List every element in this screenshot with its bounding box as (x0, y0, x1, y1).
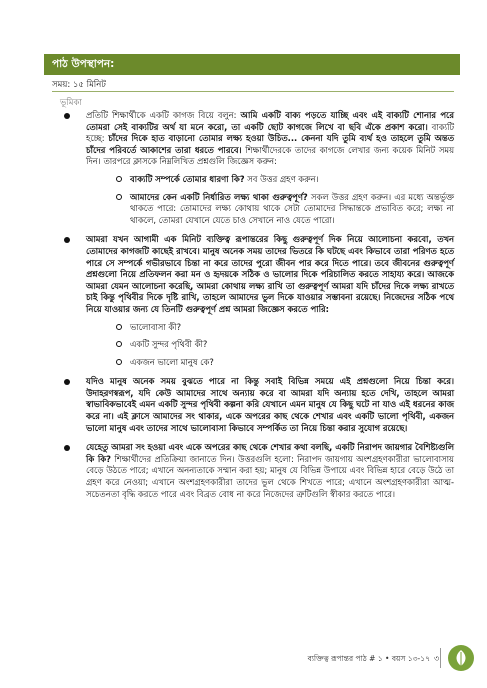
circle-bullet-icon (116, 359, 122, 365)
bullet-icon (64, 379, 70, 385)
bullet-text-bold: আমরা যখন আগামী এক মিনিট ব্যক্তিত্ব রূপান্তরের কিছু গুরুত্বপূর্ণ দিক নিয়ে আলোচনা করবো, তখন তোমাদের কাগজটি কাছেই রাখবে। মানুষ অনেক সময় তাদের ভিতরে কি ঘটছে এবং কিভাবে তারা পরিণত হতে পারে সে সম্পর্কে গভীরভাবে চিন্তা না করে তাদের পুরো জীবন পার করে দিতে পারে। তবে জীবনের গুরুত্বপূর্ণ প্রশ্নগুলো নিয়ে প্রতিফলন করা মন ও হৃদয়কে সঠিক ও ভালোর দিকে পরিচালিত করতে সাহায্য করে। আজকে আমরা যেমন আলোচনা করেছি, আমরা কোথায় লক্ষ্য রাখি তা গুরুত্বপূর্ণ আমরা যদি চাঁদের দিকে লক্ষ্য রাখতে চাই কিন্তু পৃথিবীর দিকে দৃষ্টি রাখি, তাহলে আমাদের ভুল দিকে যাওয়ার সম্ভাবনা রয়েছে। নিজেদের সঠিক পথে নিয়ে যাওয়ার জন্য যে তিনটি গুরুত্বপূর্ণ প্রশ্ন আমরা জিজ্ঞেস করতে পারি: (86, 234, 454, 314)
question-text: সব উত্তর গ্রহণ করুন। (244, 173, 319, 184)
sub-question (86, 357, 454, 369)
bullet-item (58, 110, 454, 226)
question-text: সকল উত্তর গ্রহণ করুন। এর মধ্যে অন্তর্ভুক্ত থাকতে পারে: তোমাদের লক্ষ্য কোথায় থাকে সেটা তোমাদের সিদ্ধান্তকে প্রভাবিত করে; লক্ষ্য না থাকলে, তোমরা যেখানে যেতে চাও সেখানে নাও যেতে পারো। (130, 191, 454, 225)
bullet-text-bold: যদিও মানুষ অনেক সময় বুঝতে পারে না কিন্তু সবাই বিভিন্ন সময়ে এই প্রশ্নগুলো নিয়ে চিন্তা করে। উদাহরণস্বরূপ, যদি কেউ আমাদের সাথে অন্যায় করে বা আমরা যদি অন্যায় হতে দেখি, তাহলে আমরা স্বাভাবিকভাবেই এমন একটি সুন্দর পৃথিবী কল্পনা করি যেখানে এমন মানুষ যে কিছু ঘটে না যাও এই ধরনের কাজ করে না। এই ক্লাসে আমাদের সং থাকার, একে অপরের কাছ থেকে শেখার এবং একটি ভালো পৃথিবী, একজন ভালো মানুষ এবং তাদের সাথে ভালোবাসা কিভাবে সম্পর্কিত তা নিয়ে চিন্তা করার সুযোগ রয়েছে। (86, 376, 454, 433)
page-number: ৩ (434, 654, 440, 663)
circle-bullet-icon (116, 176, 122, 182)
bullet-text-bold: আমি একটি বাক্য পড়তে যাচ্ছি এবং এই বাক্যটি শোনার পরে তোমরা সেই বাক্যটির অর্থ যা মনে করো, তা একটি ছোট কাগজে লিখে বা ছবি এঁকে প্রকাশ করো। (86, 110, 454, 132)
bullet-item (58, 376, 454, 434)
time-label: সময়: ১৫ মিনিট (52, 80, 106, 90)
sub-question (86, 339, 454, 351)
footer-title: ব্যক্তিত্ব রূপান্তর পাঠ # ১ • বয়স ১৩-১৭ (307, 654, 430, 663)
leaf-logo-icon (448, 645, 474, 671)
bullet-icon (64, 113, 70, 119)
section-header: পাঠ উপস্থাপন: (44, 54, 460, 75)
question-text: ভালোবাসা কী? (130, 321, 182, 332)
bullet-text: প্রতিটি শিক্ষার্থীকে একটি কাগজ বিয়ে বলুন: (86, 110, 241, 120)
sub-question (86, 174, 454, 186)
circle-bullet-icon (116, 324, 122, 330)
lesson-content (58, 110, 454, 508)
quote-text: চাঁদের দিকে হাত বাড়ানো তোমার লক্ষ্য হওয়া উচিত... কেননা যদি তুমি ব্যর্থ হও তাহলে তুমি অন্তত চাঁদের পরিবর্তে আকাশের তারা ধরতে পারবে। (86, 133, 454, 155)
question-text: একজন ভালো মানুষ কে? (130, 356, 214, 367)
question-bold: আমাদের কেন একটি নির্ধারিত লক্ষ্য থাকা গুরুত্বপূর্ণ? (130, 191, 308, 202)
bullet-text: বাক্যটি হচ্ছে: (86, 121, 455, 144)
sub-question (86, 322, 454, 334)
divider (52, 91, 454, 92)
bullet-icon (64, 445, 70, 451)
bullet-text-bold: যেহেতু আমরা সং হওয়া এবং একে অপরের কাছ থেকে শেখার কথা বলছি, একটি নিরাপদ জায়গার বৈশিষ্ট্যগুলি কি কি? (86, 442, 454, 464)
question-text: একটি সুন্দর পৃথিবী কী? (130, 339, 208, 350)
bullet-text: শিক্ষার্থীদের প্রতিক্রিয়া জানাতে দিন। উত্তরগুলি হলো: নিরাপদ জায়গায় অংশগ্রহণকারীরা ভালোবাসায় বেড়ে উঠতে পারে; এখানে অনন্যতাকে সম্মান করা হয়; মানুষ যে বিভিন্ন উপায়ে এবং বিভিন্ন হারে বেড়ে উঠে তা গ্রহণ করে নেওয়া; এখানে অংশগ্রহণকারীরা তাদের ভুল থেকে শিখতে পারে; এখানে অংশগ্রহণকারীরা আত্ম-সচেতনতা বৃদ্ধি করতে পারে এবং বিব্রত বোধ না করে নিজেদের ত্রুটিগুলি স্বীকার করতে পারে। (86, 453, 454, 499)
circle-bullet-icon (116, 194, 122, 200)
bullet-item (58, 234, 454, 368)
bullet-item (58, 442, 454, 500)
bullet-icon (64, 237, 70, 243)
sub-question (86, 192, 454, 227)
bullet-text: শিক্ষার্থীদেরকে তাদের কাগজে লেখার জন্য কয়েক মিনিট সময় দিন। তারপরে ক্লাসকে নিম্নলিখিত প্রশ্নগুলি জিজ্ঞেস করুন: (86, 144, 454, 167)
circle-bullet-icon (116, 341, 122, 347)
subsection-label: ভূমিকা (60, 98, 82, 108)
question-bold: বাক্যটি সম্পর্কে তোমার ধারণা কি? (130, 173, 245, 184)
footer-divider (440, 648, 441, 668)
